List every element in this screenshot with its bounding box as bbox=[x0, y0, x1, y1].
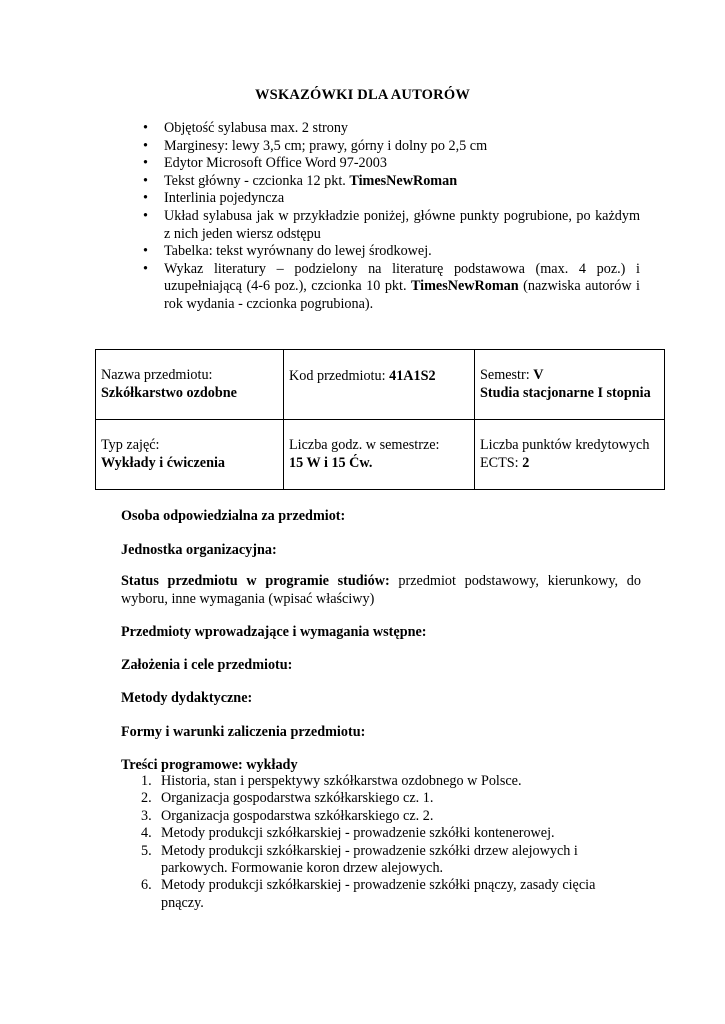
table-cell-hours: Liczba godz. w semestrze: 15 W i 15 Ćw. bbox=[284, 420, 475, 490]
course-info-table bbox=[95, 349, 665, 490]
program-list bbox=[121, 773, 641, 912]
section-unit: Jednostka organizacyjna: bbox=[121, 542, 277, 558]
table-cell-subject: Nazwa przedmiotu: Szkółkarstwo ozdobne bbox=[96, 350, 284, 420]
list-item: • Wykaz literatury – podzielony na literaturę podstawowa (max. 4 poz.) i uzupełniającą (4-6 poz.), czcionka 10 pkt. TimesNewRoman (nazwiska autorów i rok wydania - czcionka pogrubiona). bbox=[143, 260, 640, 312]
list-item: • Objętość sylabusa max. 2 strony bbox=[143, 120, 349, 136]
list-item: • Układ sylabusa jak w przykładzie poniżej, główne punkty pogrubione, po każdym z nich jeden wiersz odstępu bbox=[143, 207, 640, 242]
list-item: 6. Metody produkcji szkółkarskiej - prowadzenie szkółki pnączy, zasady cięcia pnączy. bbox=[141, 877, 596, 911]
list-item: 4. Metody produkcji szkółkarskiej - prowadzenie szkółki kontenerowej. bbox=[141, 825, 555, 842]
bullet-icon: • bbox=[143, 243, 148, 260]
bullet-icon: • bbox=[143, 137, 148, 154]
table-cell-type: Typ zajęć: Wykłady i ćwiczenia bbox=[96, 420, 284, 490]
page-title: WSKAZÓWKI DLA AUTORÓW bbox=[254, 87, 471, 103]
list-item: 2. Organizacja gospodarstwa szkółkarskiego cz. 1. bbox=[141, 790, 434, 807]
section-program-heading: Treści programowe: wykłady bbox=[121, 757, 298, 773]
list-item: 5. Metody produkcji szkółkarskiej - prowadzenie szkółki drzew alejowych i parkowych. Formowanie koron drzew alejowych. bbox=[141, 842, 578, 877]
bullet-icon: • bbox=[143, 120, 148, 136]
section-responsible: Osoba odpowiedzialna za przedmiot: bbox=[121, 508, 346, 524]
table-cell-code: Kod przedmiotu: 41A1S2 bbox=[284, 350, 475, 420]
section-assessment: Formy i warunki zaliczenia przedmiotu: bbox=[121, 724, 366, 740]
bullet-icon: • bbox=[143, 155, 148, 172]
list-item: • Interlinia pojedyncza bbox=[143, 190, 285, 207]
section-goals: Założenia i cele przedmiotu: bbox=[121, 657, 293, 673]
table-cell-ects: Liczba punktów kredytowych ECTS: 2 bbox=[475, 420, 665, 490]
list-item: 1. Historia, stan i perspektywy szkółkarstwa ozdobnego w Polsce. bbox=[141, 773, 522, 789]
bullet-icon: • bbox=[143, 207, 148, 224]
section-prerequisites: Przedmioty wprowadzające i wymagania wstępne: bbox=[121, 624, 427, 640]
list-item: • Tekst główny - czcionka 12 pkt. TimesNewRoman bbox=[143, 172, 458, 189]
bullet-icon: • bbox=[143, 172, 148, 189]
table-cell-semester: Semestr: V Studia stacjonarne I stopnia bbox=[475, 350, 665, 420]
section-status: Status przedmiotu w programie studiów: przedmiot podstawowy, kierunkowy, do wyboru, inne wymagania (wpisać właściwy) bbox=[121, 573, 641, 607]
bullet-icon: • bbox=[143, 260, 148, 277]
guidelines-list bbox=[138, 120, 640, 314]
table-row bbox=[96, 420, 665, 490]
section-methods: Metody dydaktyczne: bbox=[121, 690, 253, 706]
list-item: • Edytor Microsoft Office Word 97-2003 bbox=[143, 155, 387, 172]
list-item: 3. Organizacja gospodarstwa szkółkarskiego cz. 2. bbox=[141, 807, 434, 824]
table-row bbox=[96, 350, 665, 420]
list-item: • Tabelka: tekst wyrównany do lewej środkowej. bbox=[143, 243, 432, 260]
list-item: • Marginesy: lewy 3,5 cm; prawy, górny i dolny po 2,5 cm bbox=[143, 137, 488, 154]
bullet-icon: • bbox=[143, 190, 148, 207]
